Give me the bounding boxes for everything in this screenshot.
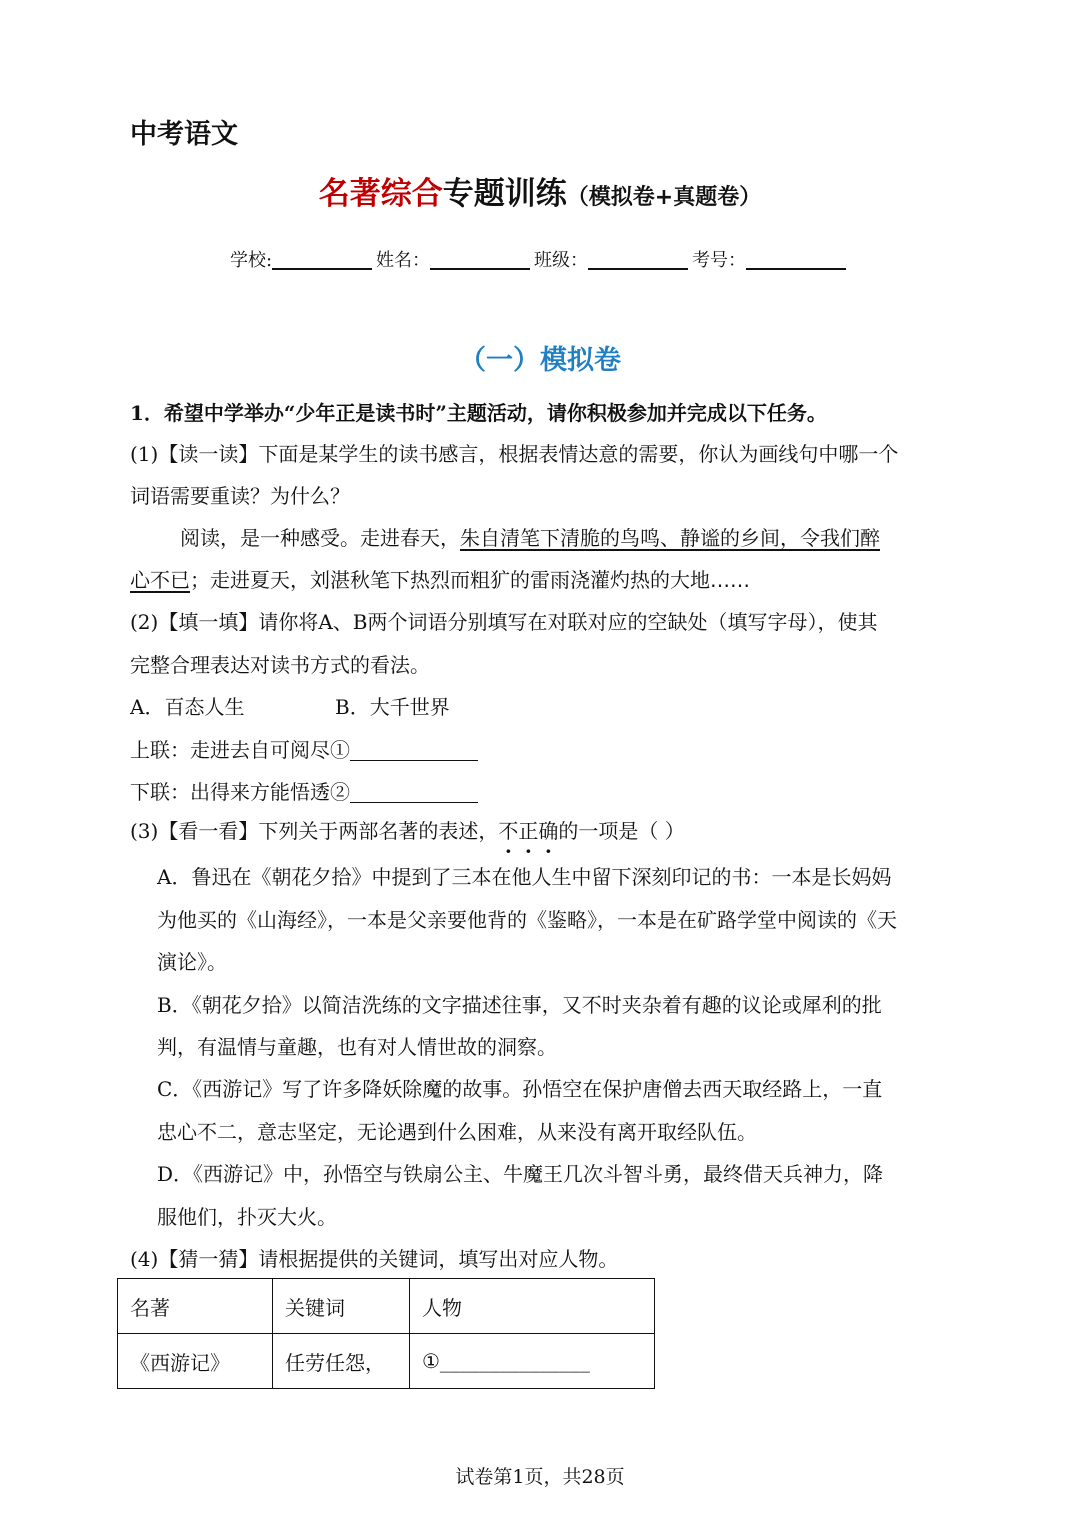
name-label: 姓名： <box>376 250 431 271</box>
sub-question-2-line2: 完整合理表达对读书方式的看法。 <box>130 653 430 677</box>
choice-a-line2: 为他买的《山海经》，一本是父亲要他背的《鉴略》，一本是在矿路学堂中阅读的《天 <box>157 908 897 932</box>
couplet-lower-text: 下联：出得来方能悟透② <box>130 780 350 804</box>
couplet-lower-blank[interactable] <box>350 782 478 803</box>
couplet-upper <box>130 734 478 763</box>
question-stem: 1．希望中学举办“少年正是读书时”主题活动，请你积极参加并完成以下任务。 <box>130 401 827 425</box>
quote-post: ；走进夏天，刘湛秋笔下热烈而粗犷的雷雨浇灌灼热的大地…… <box>190 568 750 592</box>
choice-b-line2: 判，有温情与童趣，也有对人情世故的洞察。 <box>157 1035 557 1059</box>
table-cell: 《西游记》 <box>118 1334 273 1389</box>
page-footer: 试卷第1页，共28页 <box>455 1466 625 1488</box>
title-highlight: 名著综合 <box>318 176 443 212</box>
quote-underlined-1: 朱自清笔下清脆的鸟鸣、静谧的乡间，令我们醉 <box>460 526 880 550</box>
emphasis-char-3: 确 <box>538 819 559 843</box>
sub-question-3 <box>130 815 685 844</box>
option-b: B．大千世界 <box>335 695 450 719</box>
sub-question-3-pre: (3)【看一看】下列关于两部名著的表述， <box>130 819 499 843</box>
sub-question-2-line1: (2)【填一填】请你将A、B两个词语分别填写在对联对应的空缺处（填写字母），使其 <box>130 610 878 634</box>
couplet-upper-text: 上联：走进去自可阅尽① <box>130 738 350 762</box>
table-cell: 任劳任怨， <box>273 1334 410 1389</box>
answer-table <box>117 1278 655 1389</box>
choice-d-line2: 服他们，扑灭大火。 <box>157 1205 337 1229</box>
title-suffix: （模拟卷+真题卷） <box>566 185 762 210</box>
sub-question-1-line2: 词语需要重读？为什么？ <box>130 484 350 508</box>
table-answer-cell[interactable]: ①_______________ <box>410 1334 655 1389</box>
couplet-upper-blank[interactable] <box>350 740 478 761</box>
subject-label: 中考语文 <box>130 119 238 150</box>
emphasis-char-2: 正 <box>518 819 539 843</box>
sub-question-4: (4)【猜一猜】请根据提供的关键词，填写出对应人物。 <box>130 1247 619 1271</box>
table-header-cell: 名著 <box>118 1279 273 1334</box>
class-label: 班级： <box>534 250 589 271</box>
id-label: 考号： <box>692 250 747 271</box>
name-field[interactable] <box>430 250 530 270</box>
student-info-row <box>0 246 1080 272</box>
quote-pre: 阅读，是一种感受。走进春天， <box>180 526 460 550</box>
table-header-cell: 关键词 <box>273 1279 410 1334</box>
page-title <box>0 168 1080 213</box>
sub-question-3-post: 的一项是（ ） <box>558 819 685 843</box>
emphasis-char-1: 不 <box>498 819 519 843</box>
table-header-row <box>118 1279 655 1334</box>
choice-a-line3: 演论》。 <box>157 950 227 974</box>
choice-a-line1: A．鲁迅在《朝花夕拾》中提到了三本在他人生中留下深刻印记的书：一本是长妈妈 <box>157 865 892 889</box>
school-field[interactable] <box>272 250 372 270</box>
choice-d-line1: D．《西游记》中，孙悟空与铁扇公主、牛魔王几次斗智斗勇，最终借天兵神力，降 <box>157 1162 884 1186</box>
option-a: A．百态人生 <box>130 695 245 719</box>
couplet-lower <box>130 776 478 805</box>
title-main: 专题训练 <box>442 176 567 212</box>
quote-line2 <box>130 564 750 593</box>
table-row <box>118 1334 655 1389</box>
choice-c-line1: C．《西游记》写了许多降妖除魔的故事。孙悟空在保护唐僧去西天取经路上，一直 <box>157 1077 883 1101</box>
class-field[interactable] <box>588 250 688 270</box>
quote-line1 <box>180 522 880 551</box>
school-label: 学校: <box>229 250 273 271</box>
section-title: （一）模拟卷 <box>459 345 621 376</box>
choice-b-line1: B．《朝花夕拾》以简洁洗练的文字描述往事，又不时夹杂着有趣的议论或犀利的批 <box>157 993 882 1017</box>
sub-question-1-line1: (1)【读一读】下面是某学生的读书感言，根据表情达意的需要，你认为画线句中哪一个 <box>130 442 899 466</box>
table-header-cell: 人物 <box>410 1279 655 1334</box>
id-field[interactable] <box>746 250 846 270</box>
choice-c-line2: 忠心不二，意志坚定，无论遇到什么困难，从来没有离开取经队伍。 <box>157 1120 757 1144</box>
quote-underlined-2: 心不已 <box>130 568 190 592</box>
